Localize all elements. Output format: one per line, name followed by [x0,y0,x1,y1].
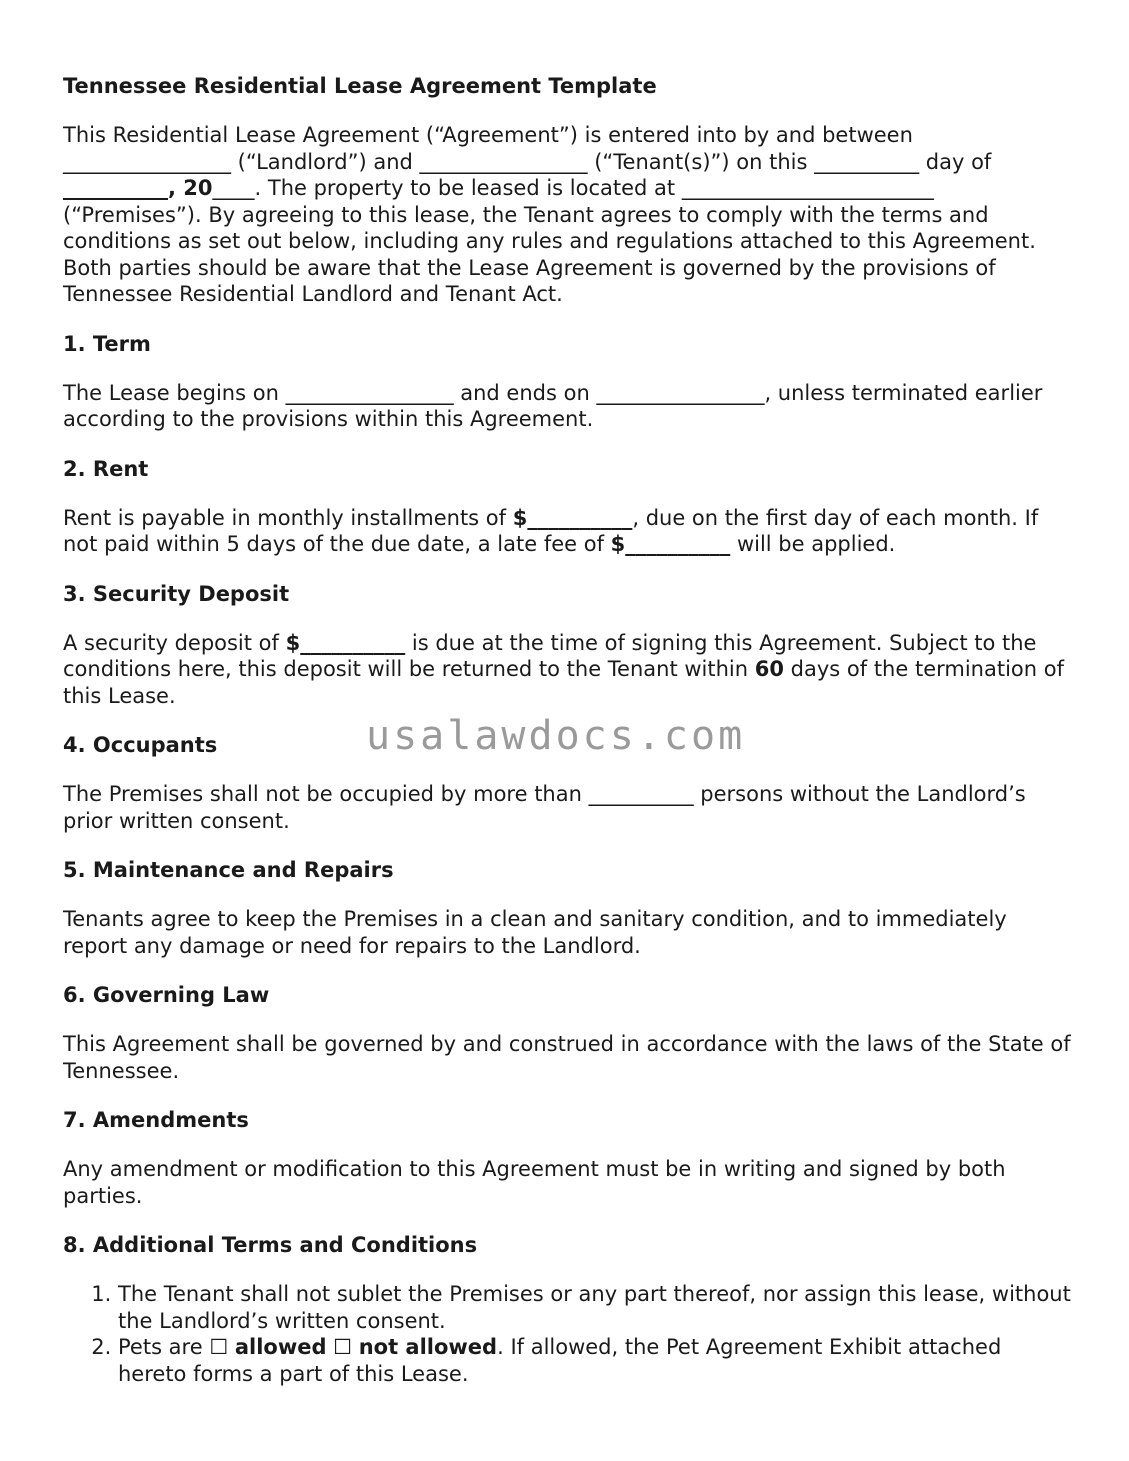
pets-allowed-option: allowed [234,1335,327,1359]
intro-text: (“Premises”). By agreeing to this lease, the Tenant agrees to comply with the terms and conditions as set out below, including any rules and regulations attached to this Agreement. Both parties should be aware that the Lease Agreement is governed by the provisions of Tennessee Residential Landlord and Tenant Act. [63,202,1036,306]
occupants-text: persons without the Landlord’s prior written consent. [63,782,1026,833]
occupants-paragraph [63,781,1073,834]
section-heading-rent: 2. Rent [63,456,149,481]
term-text: , unless terminated earlier according to the provisions within this Agreement. [63,380,1043,431]
day-blank: __________ [814,149,920,174]
deposit-paragraph [63,630,1073,710]
month-blank: __________ [63,176,168,200]
pets-text: . If allowed, the Pet Agreement Exhibit attached hereto forms a part of this Lease. [118,1335,1002,1386]
intro-text: This Residential Lease Agreement (“Agreement”) is entered into by and between [63,123,913,147]
pets-text: Pets are ☐ [118,1335,235,1359]
list-item [118,1334,1073,1387]
watermark: usalawdocs.com [366,713,746,759]
intro-text: (“Landlord”) and [231,149,420,174]
deposit-amount-blank: $__________ [285,630,406,655]
list-item: 1. The Tenant shall not sublet the Premises or any part thereof, nor assign this lease, without the Landlord’s written consent. [118,1281,1073,1334]
term-paragraph [63,380,1073,433]
occupants-count-blank: __________ [588,782,694,806]
address-blank: ________________________ [681,176,934,200]
section-heading-deposit: 3. Security Deposit [63,581,290,606]
section-heading-term: 1. Term [63,331,151,356]
section-heading-law: 6. Governing Law [63,983,270,1007]
rent-text: , due on the first day of each month. If not paid within 5 days of the due date, a late fee of [63,505,1039,556]
rent-amount-blank: $__________ [512,505,633,530]
rent-paragraph [63,505,1073,558]
pets-not-allowed-option: not allowed [358,1335,498,1359]
year-prefix: , 20 [168,176,213,200]
deposit-text: days of the termination of this Lease. [63,657,1064,708]
tenant-blank: ________________ [419,149,588,174]
end-date-blank: ________________ [596,380,765,405]
late-fee-blank: $__________ [610,532,731,556]
rent-text: Rent is payable in monthly installments of [63,505,513,530]
deposit-text: A security deposit of [63,630,286,655]
document-title: Tennessee Residential Lease Agreement Template [63,74,657,98]
maintenance-paragraph: Tenants agree to keep the Premises in a clean and sanitary condition, and to immediately report any damage or need for repairs to the Landlord. [63,907,1007,958]
section-heading-occupants: 4. Occupants [63,733,218,757]
section-heading-amendments: 7. Amendments [63,1108,249,1132]
pets-text: ☐ [326,1335,359,1359]
intro-paragraph [63,122,1073,308]
intro-text: (“Tenant(s)”) on this [587,149,815,174]
term-text: and ends on [453,380,597,405]
intro-text: . The property to be leased is located at [254,176,682,200]
term-text: The Lease begins on [63,380,286,405]
section-heading-additional: 8. Additional Terms and Conditions [63,1233,478,1257]
deposit-text: is due at the time of signing this Agreement. Subject to the conditions here, this deposit will be returned to the Tenant within [63,630,1037,681]
amendments-paragraph: Any amendment or modification to this Agreement must be in writing and signed by both parties. [63,1157,1006,1208]
start-date-blank: ________________ [285,380,454,405]
section-heading-maintenance: 5. Maintenance and Repairs [63,858,394,882]
landlord-blank: ________________ [63,149,231,174]
rent-text: will be applied. [730,532,896,556]
year-blank: ____ [212,176,255,200]
return-days: 60 [754,657,784,681]
additional-terms-list [63,1281,1073,1387]
intro-text: day of [919,149,992,174]
occupants-text: The Premises shall not be occupied by more than [63,782,589,806]
law-paragraph: This Agreement shall be governed by and construed in accordance with the laws of the State of Tennessee. [63,1032,1071,1083]
